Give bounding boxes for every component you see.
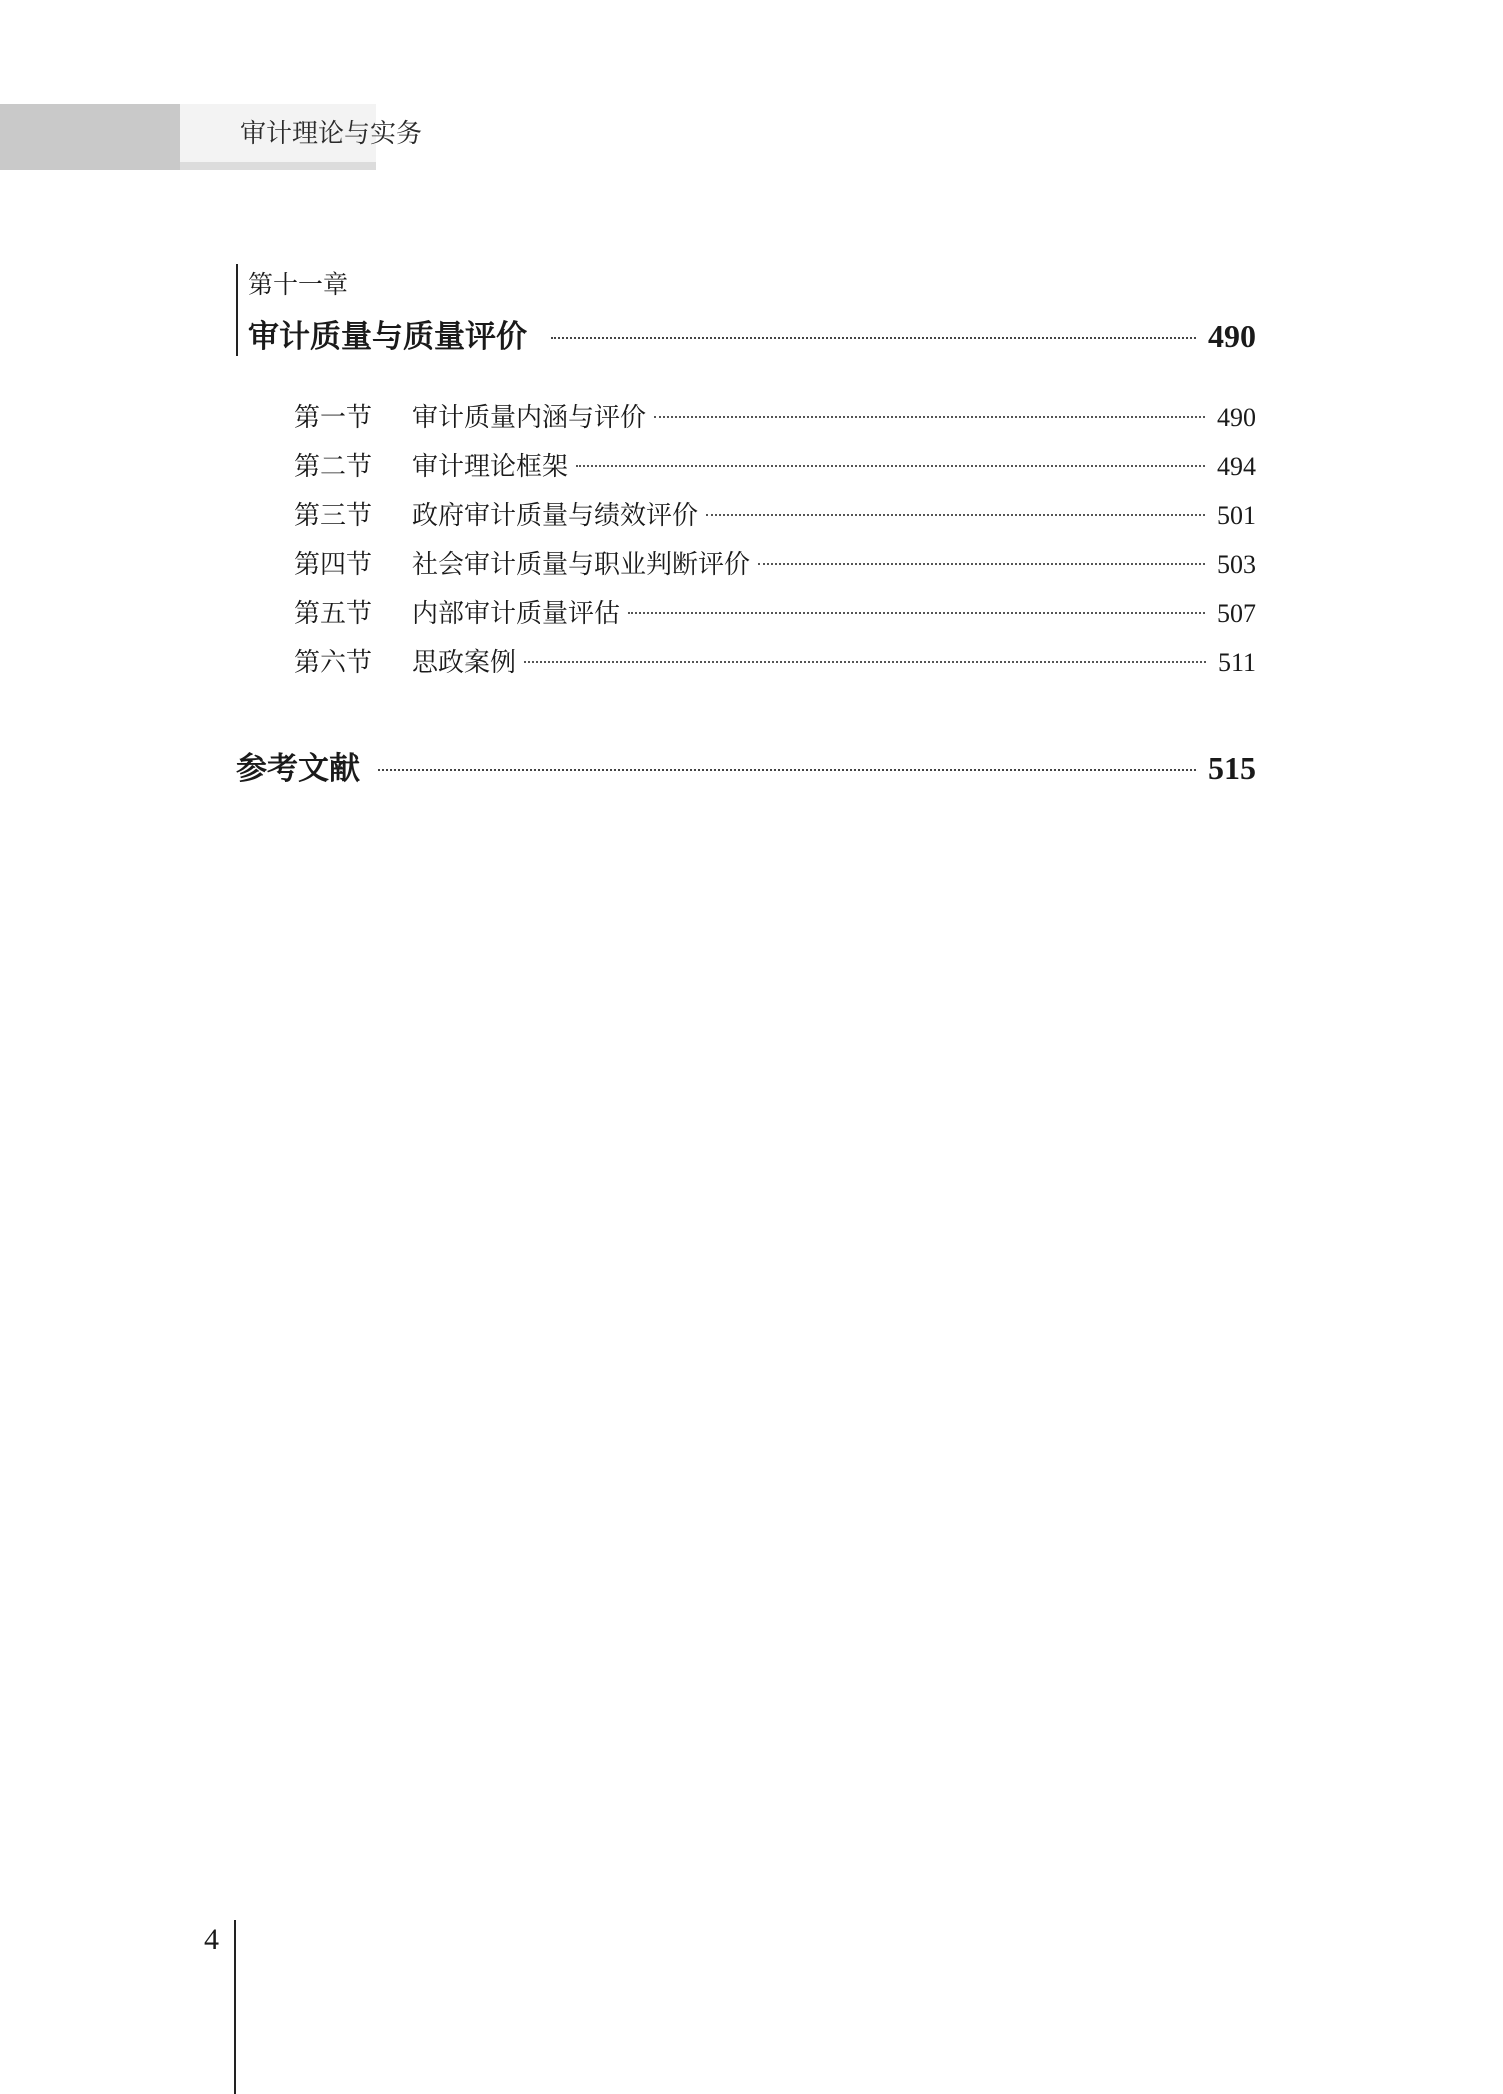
section-number: 第二节 bbox=[294, 452, 373, 482]
dot-leader bbox=[706, 514, 1205, 516]
section-page: 490 bbox=[1217, 403, 1256, 432]
dot-leader bbox=[576, 465, 1205, 467]
dot-leader bbox=[524, 661, 1206, 663]
section-title: 内部审计质量评估 bbox=[412, 599, 621, 629]
dot-leader bbox=[551, 337, 1196, 339]
section-entry[interactable] bbox=[294, 545, 1256, 594]
section-number: 第四节 bbox=[294, 550, 373, 580]
section-page: 501 bbox=[1217, 501, 1256, 530]
dot-leader bbox=[654, 416, 1205, 418]
section-number: 第三节 bbox=[294, 501, 373, 531]
chapter-vertical-rule bbox=[236, 264, 238, 356]
references-title: 参考文献 bbox=[236, 751, 360, 787]
section-number: 第一节 bbox=[294, 403, 373, 433]
section-entry[interactable] bbox=[294, 398, 1256, 447]
dot-leader bbox=[758, 563, 1205, 565]
chapter-page: 490 bbox=[1208, 318, 1256, 354]
section-entry[interactable] bbox=[294, 594, 1256, 643]
header-gray-block bbox=[0, 104, 180, 170]
section-entry[interactable] bbox=[294, 496, 1256, 545]
section-title: 审计质量内涵与评价 bbox=[412, 403, 647, 433]
header-underline bbox=[180, 162, 376, 170]
section-list bbox=[294, 398, 1256, 692]
section-entry[interactable] bbox=[294, 643, 1256, 692]
section-page: 503 bbox=[1217, 550, 1256, 579]
page-number: 4 bbox=[204, 1923, 219, 1956]
section-title: 审计理论框架 bbox=[412, 452, 569, 482]
section-number: 第五节 bbox=[294, 599, 373, 629]
section-title: 社会审计质量与职业判断评价 bbox=[412, 550, 751, 580]
book-title: 审计理论与实务 bbox=[240, 119, 423, 149]
section-page: 511 bbox=[1217, 648, 1256, 677]
section-title: 政府审计质量与绩效评价 bbox=[412, 501, 699, 531]
section-page: 507 bbox=[1217, 599, 1256, 628]
section-entry[interactable] bbox=[294, 447, 1256, 496]
chapter-title: 审计质量与质量评价 bbox=[248, 319, 527, 355]
chapter-label: 第十一章 bbox=[248, 270, 349, 299]
dot-leader bbox=[378, 769, 1196, 771]
references-page: 515 bbox=[1208, 750, 1256, 786]
footer-vertical-rule bbox=[234, 1920, 236, 2094]
chapter-entry[interactable] bbox=[248, 316, 1256, 357]
section-page: 494 bbox=[1217, 452, 1256, 481]
section-title: 思政案例 bbox=[412, 648, 517, 678]
section-number: 第六节 bbox=[294, 648, 373, 678]
references-entry[interactable] bbox=[236, 748, 1256, 789]
running-header bbox=[0, 104, 423, 170]
dot-leader bbox=[628, 612, 1205, 614]
